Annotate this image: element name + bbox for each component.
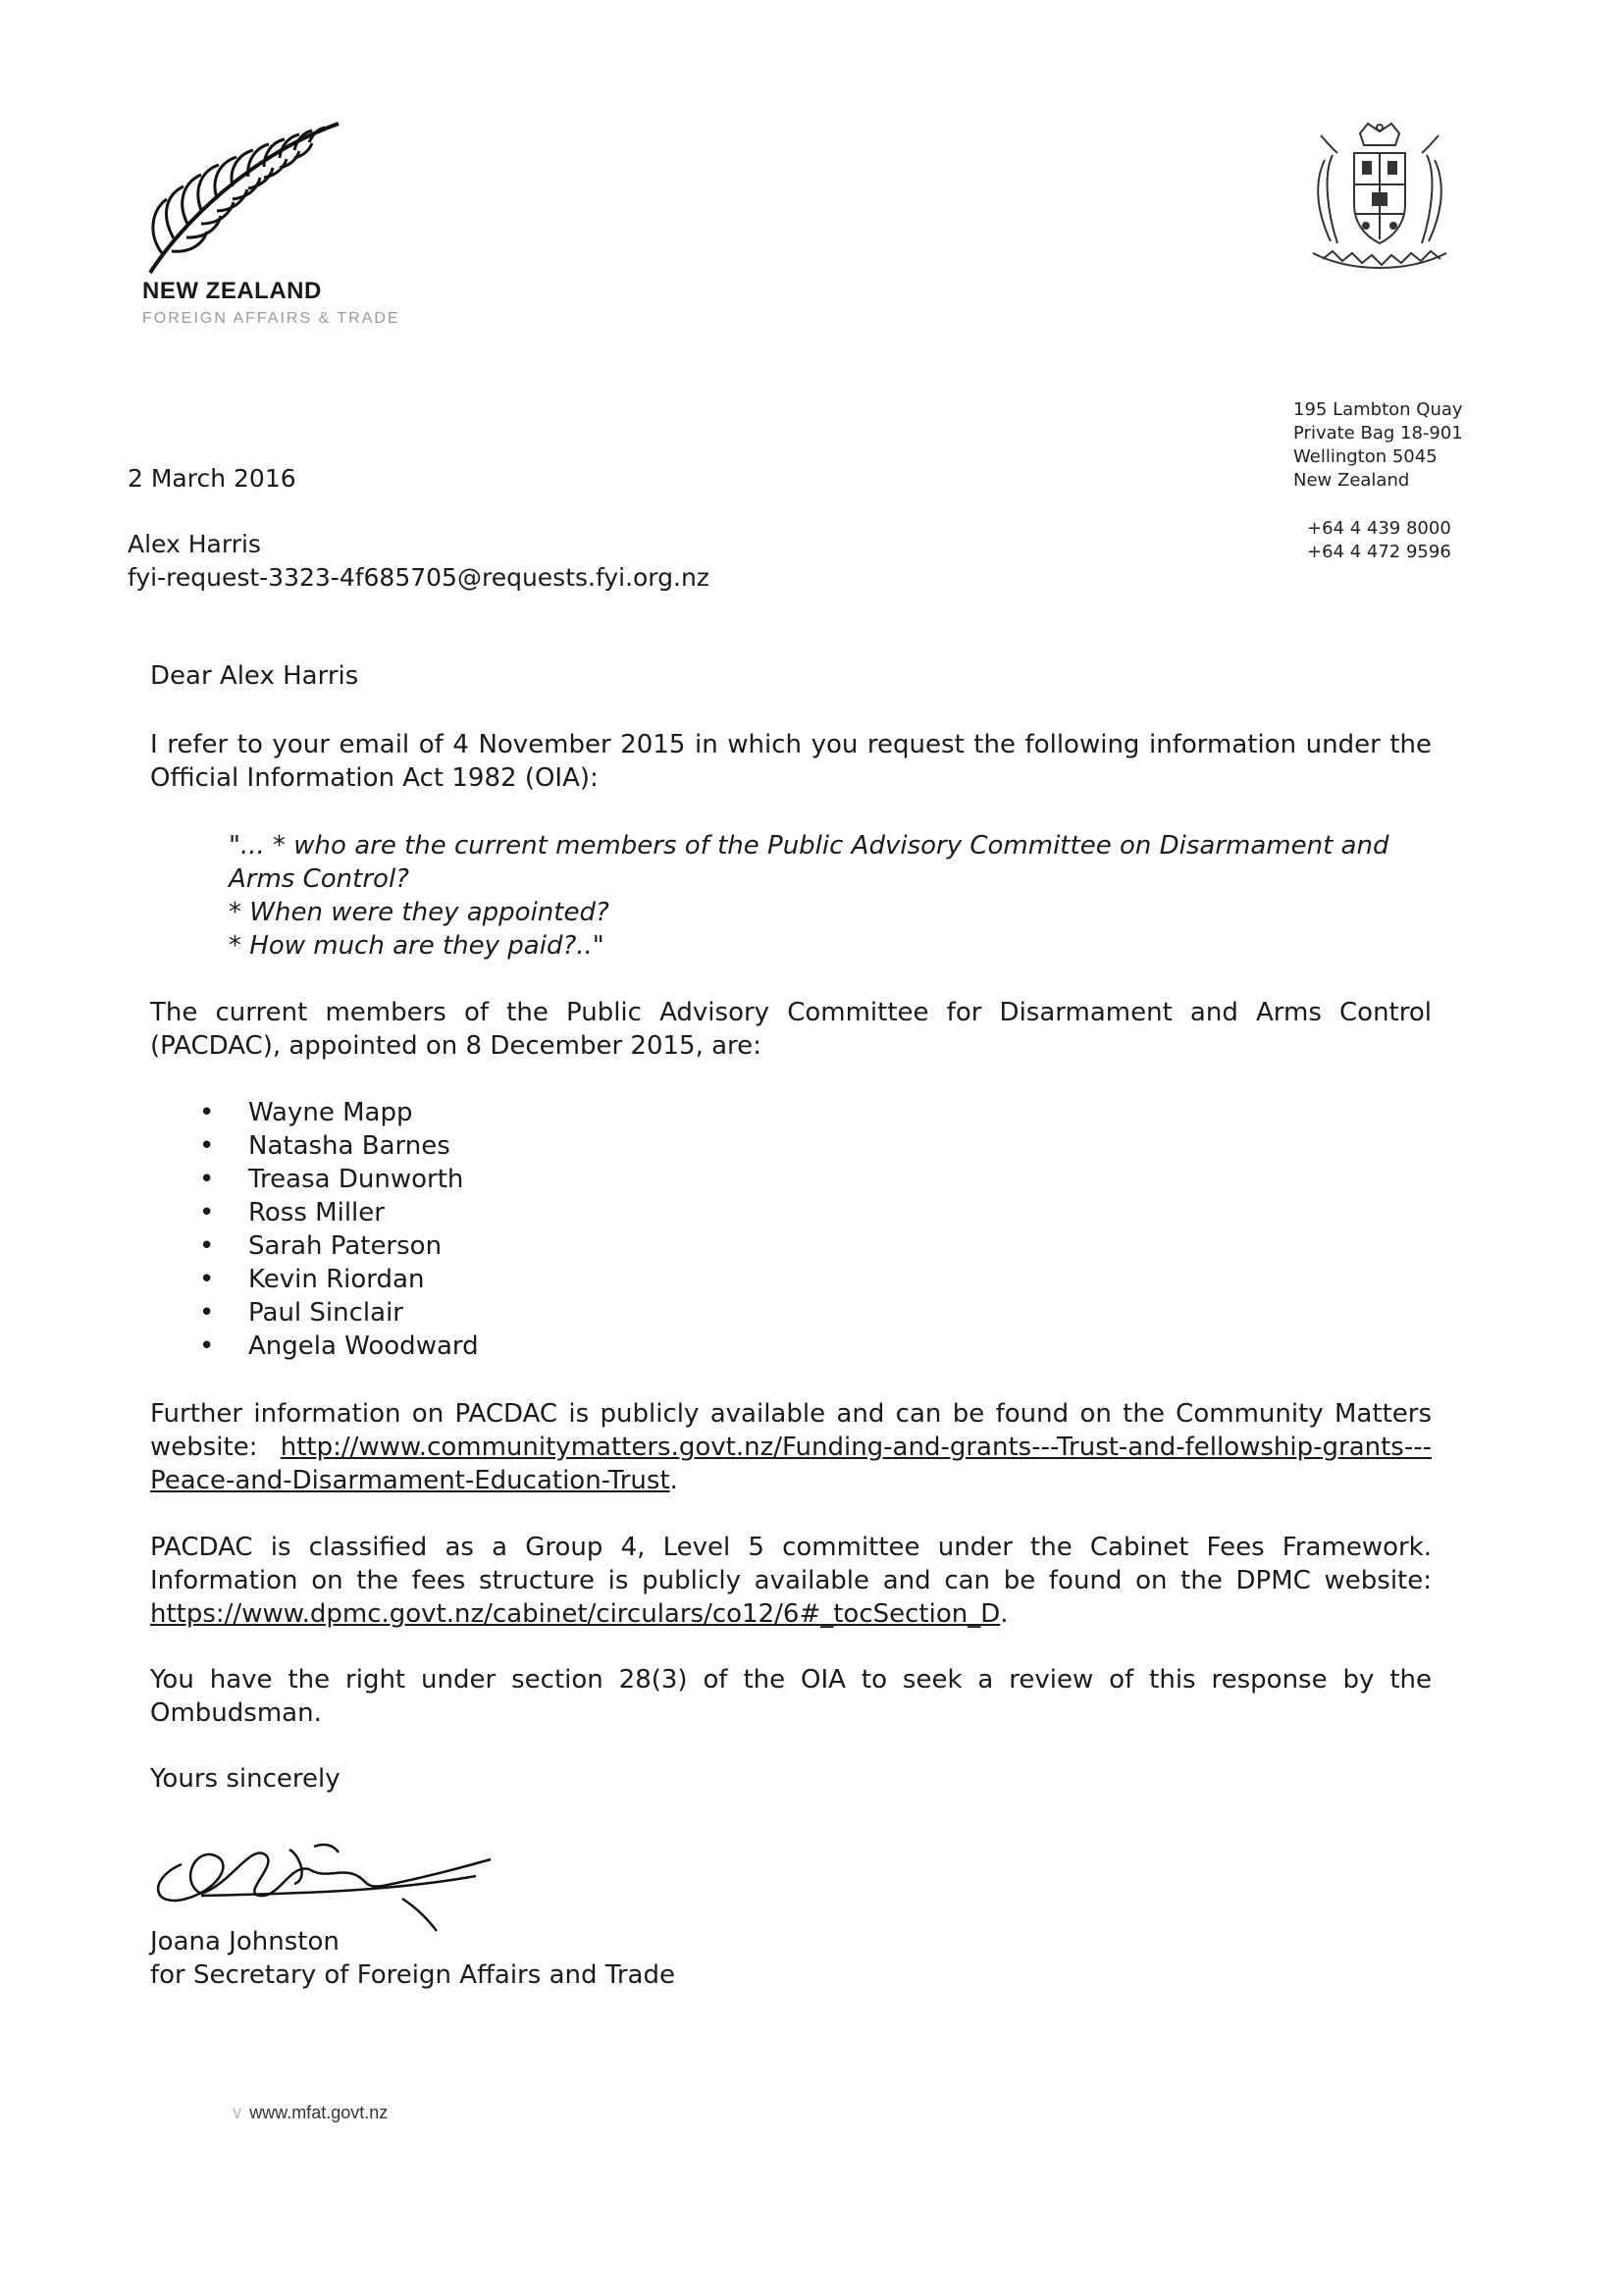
fees-text: PACDAC is classified as a Group 4, Level 5 committee under the Cabinet Fees Framework. Information on the fees structure is publicly available and can be found on the DPMC website: bbox=[150, 1533, 1432, 1595]
recipient-block bbox=[128, 528, 709, 595]
footer-website[interactable]: www.mfat.govt.nz bbox=[249, 2103, 389, 2122]
member-list bbox=[199, 1096, 479, 1363]
rights-paragraph: You have the right under section 28(3) of the OIA to seek a review of this response by the Ombudsman. bbox=[150, 1665, 1432, 1728]
further-info-suffix: . bbox=[669, 1466, 678, 1495]
recipient-email: fyi-request-3323-4f685705@requests.fyi.org.nz bbox=[128, 563, 709, 592]
footer-bullet-icon: ∨ bbox=[231, 2103, 244, 2122]
silver-fern-icon bbox=[142, 116, 348, 278]
signer-title: for Secretary of Foreign Affairs and Trade bbox=[150, 1960, 675, 1990]
fees-suffix: . bbox=[1000, 1599, 1009, 1629]
signature bbox=[142, 1825, 515, 1938]
list-item: • Treasa Dunworth bbox=[199, 1163, 479, 1196]
list-item: • Angela Woodward bbox=[199, 1330, 479, 1363]
quote-line: * How much are they paid?.." bbox=[229, 931, 604, 961]
address-line: Wellington 5045 bbox=[1293, 446, 1438, 467]
list-item: • Wayne Mapp bbox=[199, 1096, 479, 1129]
salutation: Dear Alex Harris bbox=[150, 661, 359, 691]
list-item: • Paul Sinclair bbox=[199, 1296, 479, 1330]
members-intro-paragraph: The current members of the Public Advisory Committee for Disarmament and Arms Control (PACDAC), appointed on 8 December 2015, are: bbox=[150, 998, 1432, 1061]
address-line: Private Bag 18-901 bbox=[1293, 423, 1463, 444]
org-subtitle: FOREIGN AFFAIRS & TRADE bbox=[142, 310, 400, 327]
list-item: • Natasha Barnes bbox=[199, 1129, 479, 1163]
signer-name: Joana Johnston bbox=[150, 1927, 340, 1957]
community-matters-link[interactable]: http://www.communitymatters.govt.nz/Funding-and-grants---Trust-and-fellowship-grants---Peace-and-Disarmament-Education-Trust bbox=[150, 1433, 1432, 1495]
letter-date: 2 March 2016 bbox=[128, 464, 296, 493]
recipient-name: Alex Harris bbox=[128, 530, 261, 558]
org-name: NEW ZEALAND bbox=[142, 278, 322, 304]
signer-block bbox=[150, 1925, 675, 1992]
request-quote bbox=[229, 829, 1432, 963]
quote-line: * When were they appointed? bbox=[229, 898, 609, 927]
dpmc-link[interactable]: https://www.dpmc.govt.nz/cabinet/circulars/co12/6#_tocSection_D bbox=[150, 1599, 1001, 1629]
quote-line: "... * who are the current members of the Public Advisory Committee on Disarmament and Arms Control? bbox=[229, 831, 1389, 894]
fees-paragraph bbox=[150, 1531, 1432, 1631]
footer bbox=[231, 2103, 388, 2123]
phone-line: +64 4 472 9596 bbox=[1307, 542, 1451, 562]
sender-address bbox=[1293, 398, 1463, 493]
intro-paragraph: I refer to your email of 4 November 2015 in which you request the following information under the Official Information Act 1982 (OIA): bbox=[150, 730, 1432, 793]
further-info-paragraph bbox=[150, 1397, 1432, 1497]
closing: Yours sincerely bbox=[150, 1764, 340, 1794]
list-item: • Kevin Riordan bbox=[199, 1263, 479, 1296]
address-line: 195 Lambton Quay bbox=[1293, 399, 1463, 420]
address-line: New Zealand bbox=[1293, 470, 1410, 491]
sender-phones bbox=[1307, 517, 1451, 564]
list-item: • Sarah Paterson bbox=[199, 1229, 479, 1263]
further-info-text: Further information on PACDAC is publicly available and can be found on the Community Matters website: bbox=[150, 1399, 1432, 1462]
coat-of-arms-icon bbox=[1293, 116, 1465, 278]
list-item: • Ross Miller bbox=[199, 1196, 479, 1229]
phone-line: +64 4 439 8000 bbox=[1307, 518, 1451, 539]
